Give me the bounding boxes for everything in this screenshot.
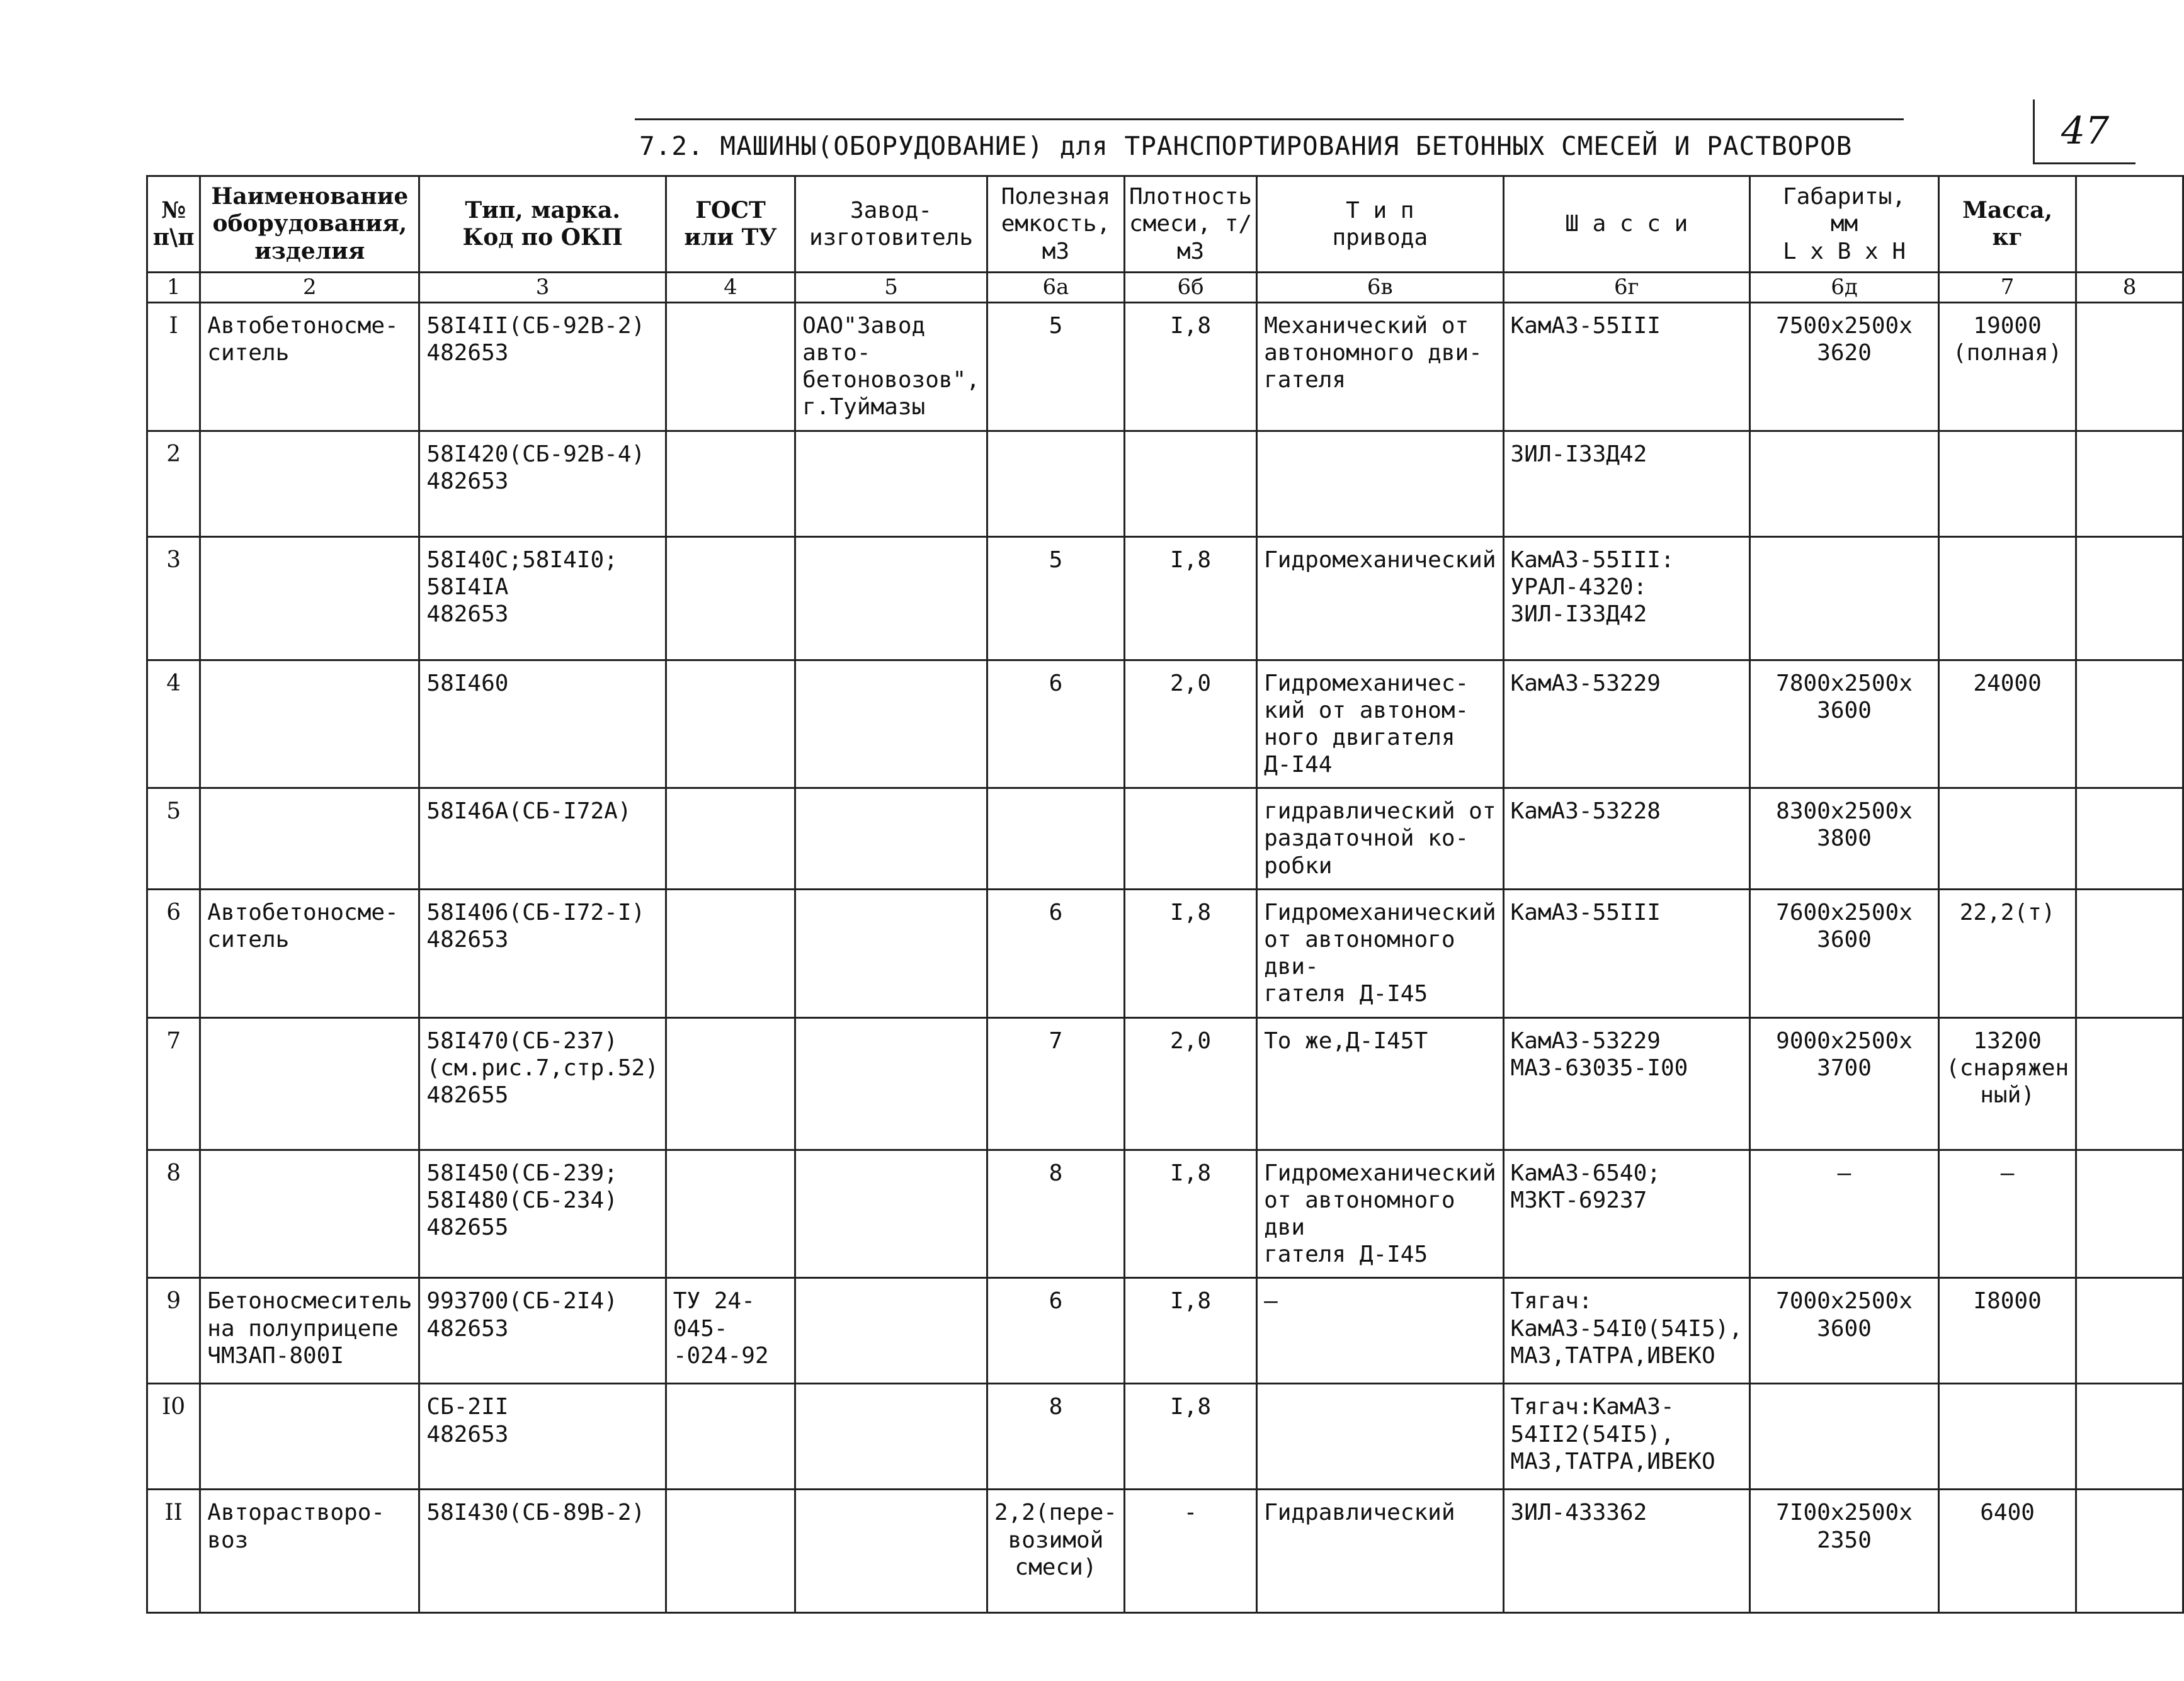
drive-type: Гидравлический	[1257, 1490, 1503, 1613]
equipment-name	[200, 660, 419, 788]
mass-value: 6400	[1939, 1490, 2076, 1613]
page-number: 47	[2033, 99, 2136, 164]
equipment-name	[200, 431, 419, 536]
manufacturer	[795, 889, 987, 1017]
column-8-value	[2076, 1384, 2183, 1490]
mass-value	[1939, 431, 2076, 536]
mass-value: 19000 (полная)	[1939, 302, 2076, 431]
drive-type	[1257, 431, 1503, 536]
gost-value	[666, 788, 795, 890]
capacity-value: 5	[987, 536, 1124, 660]
drive-type: Механический от автономного дви- гателя	[1257, 302, 1503, 431]
table-row	[147, 536, 2183, 660]
gost-value	[666, 536, 795, 660]
drive-type: гидравлический от раздаточной ко- робки	[1257, 788, 1503, 890]
capacity-value: 2,2(пере- возимой смеси)	[987, 1490, 1124, 1613]
mass-value	[1939, 536, 2076, 660]
density-value: I,8	[1124, 302, 1256, 431]
column-8-value	[2076, 1017, 2183, 1150]
equipment-name	[200, 788, 419, 890]
column-number: 6г	[1503, 273, 1749, 303]
section-title: 7.2. МАШИНЫ(ОБОРУДОВАНИЕ) для ТРАНСПОРТИРОВАНИЯ БЕТОННЫХ СМЕСЕЙ И РАСТВОРОВ	[639, 131, 1853, 161]
column-number: 5	[795, 273, 987, 303]
type-code: 58I460	[419, 660, 666, 788]
mass-value: —	[1939, 1150, 2076, 1278]
column-number: 8	[2076, 273, 2183, 303]
table-row	[147, 1384, 2183, 1490]
manufacturer	[795, 1490, 987, 1613]
header-number: № п\п	[147, 176, 200, 273]
drive-type: То же,Д-I45Т	[1257, 1017, 1503, 1150]
gost-value	[666, 302, 795, 431]
chassis: Тягач: КамАЗ-54I0(54I5), МАЗ,ТАТРА,ИВЕКО	[1503, 1278, 1749, 1384]
manufacturer	[795, 660, 987, 788]
chassis: КамАЗ-53229 МАЗ-63035-I00	[1503, 1017, 1749, 1150]
chassis: ЗИЛ-I33Д42	[1503, 431, 1749, 536]
column-number: 1	[147, 273, 200, 303]
drive-type	[1257, 1384, 1503, 1490]
type-code: 58I430(СБ-89В-2)	[419, 1490, 666, 1613]
manufacturer	[795, 1278, 987, 1384]
dimensions-value: 7800x2500x 3600	[1750, 660, 1939, 788]
table-body	[147, 302, 2183, 1613]
row-number: 8	[147, 1150, 200, 1278]
gost-value: ТУ 24-045- -024-92	[666, 1278, 795, 1384]
table-row	[147, 889, 2183, 1017]
gost-value	[666, 1384, 795, 1490]
header-row	[147, 176, 2183, 273]
column-8-value	[2076, 302, 2183, 431]
dimensions-value	[1750, 431, 1939, 536]
equipment-name: Авторастворо- воз	[200, 1490, 419, 1613]
header-gost: ГОСТ или ТУ	[666, 176, 795, 273]
drive-type: Гидромеханический от автономного дви- гателя Д-I45	[1257, 889, 1503, 1017]
gost-value	[666, 1150, 795, 1278]
table-row	[147, 660, 2183, 788]
mass-value: I8000	[1939, 1278, 2076, 1384]
drive-type: Гидромеханичес- кий от автоном- ного двигателя Д-I44	[1257, 660, 1503, 788]
table-row	[147, 431, 2183, 536]
column-number: 6а	[987, 273, 1124, 303]
density-value: 2,0	[1124, 660, 1256, 788]
density-value: I,8	[1124, 536, 1256, 660]
column-number: 6д	[1750, 273, 1939, 303]
capacity-value: 8	[987, 1384, 1124, 1490]
drive-type: Гидромеханический	[1257, 536, 1503, 660]
machines-table	[146, 175, 2184, 1614]
gost-value	[666, 660, 795, 788]
manufacturer	[795, 536, 987, 660]
chassis: ЗИЛ-433362	[1503, 1490, 1749, 1613]
column-8-value	[2076, 536, 2183, 660]
title-rule-top	[635, 118, 1904, 120]
table-row	[147, 1490, 2183, 1613]
header-density: Плотность смеси, т/м3	[1124, 176, 1256, 273]
equipment-name	[200, 1384, 419, 1490]
density-value: I,8	[1124, 1150, 1256, 1278]
density-value: I,8	[1124, 1278, 1256, 1384]
gost-value	[666, 431, 795, 536]
dimensions-value: 7600x2500x 3600	[1750, 889, 1939, 1017]
drive-type: Гидромеханический от автономного дви гателя Д-I45	[1257, 1150, 1503, 1278]
mass-value	[1939, 788, 2076, 890]
column-number-row	[147, 273, 2183, 303]
header-drive: Т и п привода	[1257, 176, 1503, 273]
column-number: 4	[666, 273, 795, 303]
dimensions-value: 7000x2500x 3600	[1750, 1278, 1939, 1384]
density-value: 2,0	[1124, 1017, 1256, 1150]
chassis: КамАЗ-55III: УРАЛ-4320: ЗИЛ-I33Д42	[1503, 536, 1749, 660]
density-value	[1124, 431, 1256, 536]
type-code: 58I46А(СБ-I72А)	[419, 788, 666, 890]
manufacturer	[795, 1150, 987, 1278]
mass-value	[1939, 1384, 2076, 1490]
dimensions-value: —	[1750, 1150, 1939, 1278]
row-number: 4	[147, 660, 200, 788]
row-number: 7	[147, 1017, 200, 1150]
capacity-value: 6	[987, 1278, 1124, 1384]
row-number: I	[147, 302, 200, 431]
type-code: 58I420(СБ-92В-4) 482653	[419, 431, 666, 536]
density-value: -	[1124, 1490, 1256, 1613]
dimensions-value: 7500x2500x 3620	[1750, 302, 1939, 431]
type-code: 58I4II(СБ-92В-2) 482653	[419, 302, 666, 431]
manufacturer	[795, 788, 987, 890]
chassis: КамАЗ-53229	[1503, 660, 1749, 788]
column-8-value	[2076, 431, 2183, 536]
column-8-value	[2076, 1150, 2183, 1278]
equipment-name	[200, 536, 419, 660]
table-row	[147, 1150, 2183, 1278]
capacity-value: 6	[987, 660, 1124, 788]
column-number: 3	[419, 273, 666, 303]
column-number: 7	[1939, 273, 2076, 303]
capacity-value: 6	[987, 889, 1124, 1017]
mass-value: 24000	[1939, 660, 2076, 788]
dimensions-value: 8300x2500x 3800	[1750, 788, 1939, 890]
table-row	[147, 1278, 2183, 1384]
table-row	[147, 788, 2183, 890]
equipment-name: Бетоносмеситель на полуприцепе ЧМЗАП-800I	[200, 1278, 419, 1384]
type-code: 58I406(СБ-I72-I) 482653	[419, 889, 666, 1017]
type-code: СБ-2II 482653	[419, 1384, 666, 1490]
density-value	[1124, 788, 1256, 890]
capacity-value: 8	[987, 1150, 1124, 1278]
dimensions-value	[1750, 1384, 1939, 1490]
chassis: КамАЗ-55III	[1503, 889, 1749, 1017]
equipment-name: Автобетоносме- ситель	[200, 889, 419, 1017]
header-type: Тип, марка. Код по ОКП	[419, 176, 666, 273]
drive-type: —	[1257, 1278, 1503, 1384]
header-name: Наименование оборудования, изделия	[200, 176, 419, 273]
dimensions-value	[1750, 536, 1939, 660]
gost-value	[666, 1017, 795, 1150]
equipment-name	[200, 1017, 419, 1150]
column-8-value	[2076, 1278, 2183, 1384]
table-row	[147, 1017, 2183, 1150]
header-dimensions: Габариты, мм L x B x H	[1750, 176, 1939, 273]
row-number: 5	[147, 788, 200, 890]
header-mass: Масса, кг	[1939, 176, 2076, 273]
capacity-value: 5	[987, 302, 1124, 431]
type-code: 58I450(СБ-239; 58I480(СБ-234) 482655	[419, 1150, 666, 1278]
manufacturer	[795, 1384, 987, 1490]
column-8-value	[2076, 660, 2183, 788]
capacity-value	[987, 431, 1124, 536]
equipment-name	[200, 1150, 419, 1278]
mass-value: 22,2(т)	[1939, 889, 2076, 1017]
column-8-value	[2076, 1490, 2183, 1613]
equipment-name: Автобетоносме- ситель	[200, 302, 419, 431]
manufacturer: ОАО"Завод авто- бетоновозов", г.Туймазы	[795, 302, 987, 431]
row-number: 6	[147, 889, 200, 1017]
table-row	[147, 302, 2183, 431]
capacity-value	[987, 788, 1124, 890]
column-number: 6б	[1124, 273, 1256, 303]
chassis: Тягач:КамАЗ- 54II2(54I5), МАЗ,ТАТРА,ИВЕКО	[1503, 1384, 1749, 1490]
row-number: II	[147, 1490, 200, 1613]
density-value: I,8	[1124, 889, 1256, 1017]
gost-value	[666, 1490, 795, 1613]
header-chassis: Ш а с с и	[1503, 176, 1749, 273]
row-number: 2	[147, 431, 200, 536]
row-number: I0	[147, 1384, 200, 1490]
row-number: 3	[147, 536, 200, 660]
mass-value: 13200 (снаряжен ный)	[1939, 1017, 2076, 1150]
column-8-value	[2076, 788, 2183, 890]
chassis: КамАЗ-55III	[1503, 302, 1749, 431]
type-code: 993700(СБ-2I4) 482653	[419, 1278, 666, 1384]
capacity-value: 7	[987, 1017, 1124, 1150]
dimensions-value: 9000x2500x 3700	[1750, 1017, 1939, 1150]
type-code: 58I470(СБ-237) (см.рис.7,стр.52) 482655	[419, 1017, 666, 1150]
header-manufacturer: Завод- изготовитель	[795, 176, 987, 273]
dimensions-value: 7I00x2500x 2350	[1750, 1490, 1939, 1613]
header-capacity: Полезная емкость, м3	[987, 176, 1124, 273]
type-code: 58I40С;58I4I0; 58I4IА 482653	[419, 536, 666, 660]
gost-value	[666, 889, 795, 1017]
column-number: 6в	[1257, 273, 1503, 303]
density-value: I,8	[1124, 1384, 1256, 1490]
chassis: КамАЗ-6540; МЗКТ-69237	[1503, 1150, 1749, 1278]
row-number: 9	[147, 1278, 200, 1384]
column-8-value	[2076, 889, 2183, 1017]
manufacturer	[795, 431, 987, 536]
manufacturer	[795, 1017, 987, 1150]
chassis: КамАЗ-53228	[1503, 788, 1749, 890]
column-number: 2	[200, 273, 419, 303]
header-col8	[2076, 176, 2183, 273]
